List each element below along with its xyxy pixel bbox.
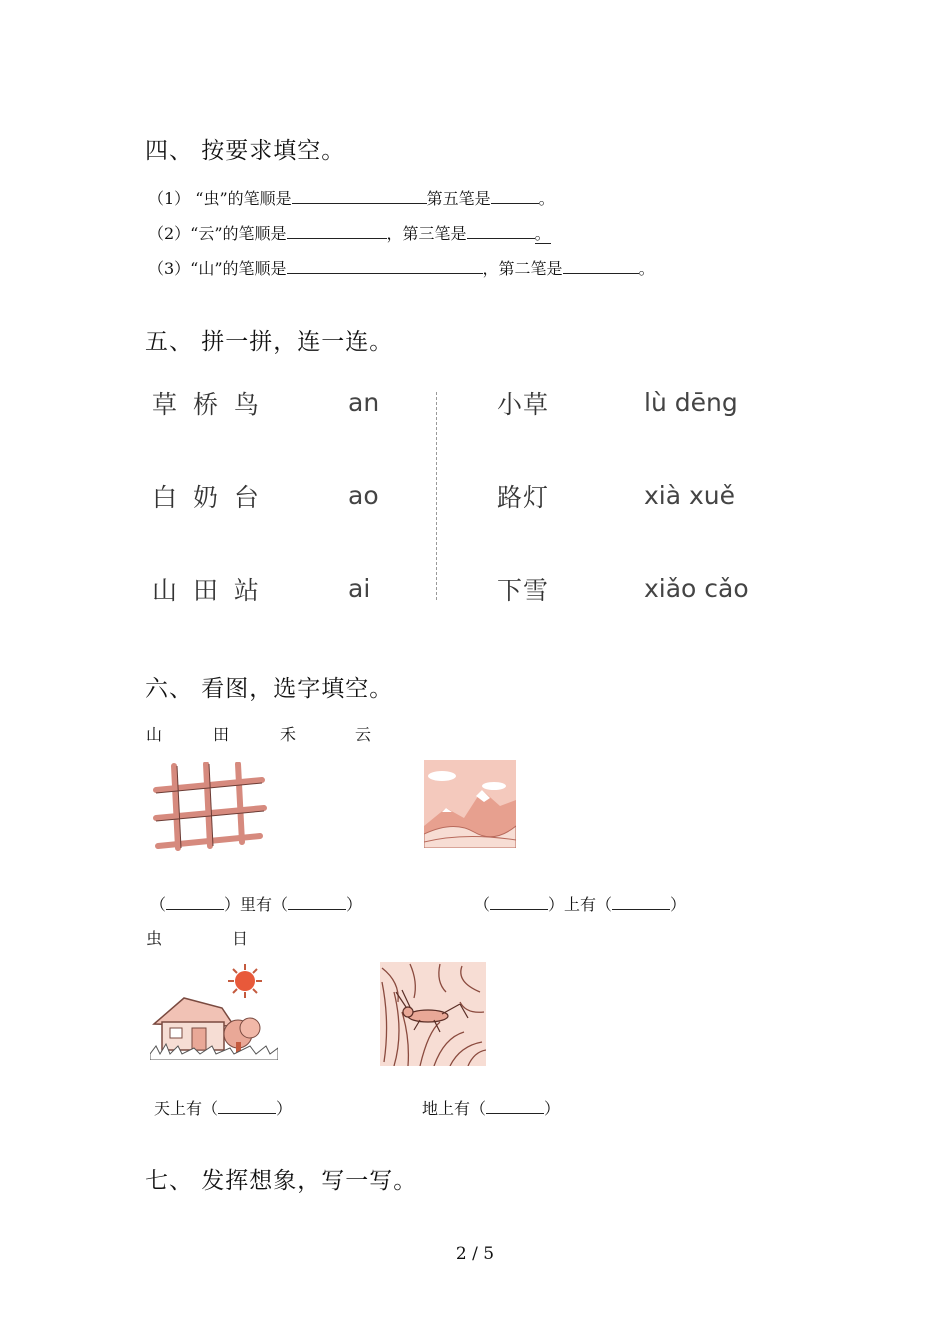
right-pinyin-1[interactable]: lù dēng <box>644 388 738 417</box>
blank-1a[interactable] <box>292 188 427 204</box>
question-1-end: 。 <box>538 189 555 208</box>
question-3-end: 。 <box>638 259 655 278</box>
right-word-2[interactable]: 路灯 <box>497 483 550 512</box>
blank-3b[interactable] <box>563 258 639 274</box>
insect-grass-picture <box>380 962 486 1066</box>
question-2-end: 。 <box>534 224 551 243</box>
question-3-mid: ，第二笔是 <box>482 259 563 278</box>
question-2 <box>148 221 551 244</box>
section-6-title: 六、 看图，选字填空。 <box>145 676 394 702</box>
question-1-text: （1） “虫”的笔顺是 <box>148 189 292 208</box>
section-4-title: 四、 按要求填空。 <box>145 138 346 164</box>
option-tian: 田 <box>213 725 230 744</box>
question-1 <box>148 186 555 209</box>
blank-field-1[interactable] <box>166 894 224 910</box>
field-picture <box>152 762 268 852</box>
blank-3a[interactable] <box>287 258 483 274</box>
fill-blank-sky: 天上有（ ） <box>154 1099 293 1118</box>
left-word-row-2: 白 奶 台 <box>152 483 263 512</box>
blank-mountain-1[interactable] <box>490 894 548 910</box>
fill-blank-ground: 地上有（ ） <box>422 1099 561 1118</box>
dashed-divider <box>436 392 437 600</box>
blank-1b[interactable] <box>491 188 539 204</box>
fill-blank-field: （ ）里有（ ） <box>150 895 363 914</box>
option-shan: 山 <box>146 725 163 744</box>
left-word-row-3: 山 田 站 <box>152 576 263 605</box>
blank-2a[interactable] <box>287 223 387 239</box>
option-ri: 日 <box>232 929 249 948</box>
question-2-text: （2）“云”的笔顺是 <box>148 224 287 243</box>
question-1-mid: 第五笔是 <box>426 189 491 208</box>
right-pinyin-2[interactable]: xià xuě <box>644 481 736 510</box>
question-2-mid: ，第三笔是 <box>386 224 467 243</box>
question-3-text: （3）“山”的笔顺是 <box>148 259 287 278</box>
mountain-picture <box>424 760 516 848</box>
house-sun-picture <box>150 962 278 1060</box>
page-number: 2 / 5 <box>455 1244 495 1264</box>
option-yun: 云 <box>355 725 372 744</box>
blank-ground[interactable] <box>486 1098 544 1114</box>
left-pinyin-2[interactable]: ao <box>348 481 379 510</box>
left-word-row-1: 草 桥 鸟 <box>152 390 263 419</box>
right-word-3[interactable]: 下雪 <box>497 576 550 605</box>
left-pinyin-3[interactable]: ai <box>348 574 371 603</box>
blank-2b[interactable] <box>467 223 535 239</box>
fill-blank-mountain: （ ）上有（ ） <box>474 895 687 914</box>
section-7-title: 七、 发挥想象，写一写。 <box>145 1168 418 1194</box>
blank-field-2[interactable] <box>288 894 346 910</box>
option-chong: 虫 <box>146 929 163 948</box>
question-3 <box>148 256 655 279</box>
blank-mountain-2[interactable] <box>612 894 670 910</box>
left-pinyin-1[interactable]: an <box>348 388 380 417</box>
right-pinyin-3[interactable]: xiǎo cǎo <box>644 574 749 603</box>
option-he: 禾 <box>280 725 297 744</box>
section-5-title: 五、 拼一拼，连一连。 <box>145 329 394 355</box>
blank-sky[interactable] <box>218 1098 276 1114</box>
right-word-1[interactable]: 小草 <box>497 390 550 419</box>
